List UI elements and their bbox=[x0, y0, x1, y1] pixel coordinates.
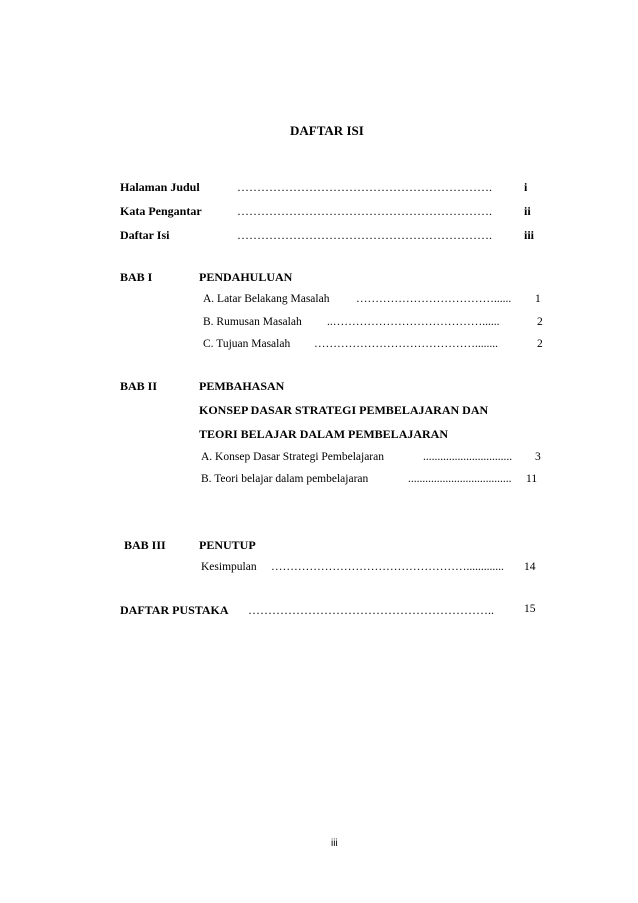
chapter-heading-bab-2: PEMBAHASAN bbox=[199, 379, 285, 393]
toc-leader-dots: ............................... bbox=[423, 451, 513, 463]
toc-page-number: 14 bbox=[524, 561, 536, 573]
toc-label-halaman-judul: Halaman Judul bbox=[120, 180, 200, 194]
toc-page-number: 11 bbox=[526, 473, 538, 485]
toc-label-kata-pengantar: Kata Pengantar bbox=[120, 204, 202, 218]
toc-page-number: 1 bbox=[535, 293, 541, 305]
toc-item-text: B. Teori belajar dalam pembelajaran bbox=[201, 473, 369, 485]
chapter-heading-bab-1: PENDAHULUAN bbox=[199, 270, 293, 284]
toc-leader-dots: ……………………………………........ bbox=[314, 338, 498, 350]
chapter-label-bab-1: BAB I bbox=[120, 270, 153, 284]
page-title: DAFTAR ISI bbox=[290, 123, 364, 138]
toc-page-number: 2 bbox=[537, 338, 543, 350]
toc-item-text: A. Latar Belakang Masalah bbox=[203, 293, 330, 305]
toc-leader-dots: ………………………………...... bbox=[356, 293, 512, 305]
toc-page-number: ii bbox=[524, 204, 531, 218]
toc-leader-dots: ..…………………………………...... bbox=[327, 316, 500, 328]
toc-label-daftar-isi: Daftar Isi bbox=[120, 228, 170, 242]
chapter-subheading-line-1: KONSEP DASAR STRATEGI PEMBELAJARAN DAN bbox=[199, 403, 489, 417]
toc-leader-dots: ………………………………………………………. bbox=[237, 228, 492, 242]
toc-page-number: iii bbox=[524, 228, 535, 242]
toc-label-daftar-pustaka: DAFTAR PUSTAKA bbox=[120, 603, 229, 617]
toc-item-text: B. Rumusan Masalah bbox=[203, 316, 302, 328]
toc-leader-dots: .................................... bbox=[408, 473, 512, 485]
toc-item-text: A. Konsep Dasar Strategi Pembelajaran bbox=[201, 451, 384, 463]
chapter-label-bab-2: BAB II bbox=[120, 379, 158, 393]
toc-item-text: Kesimpulan bbox=[201, 561, 257, 573]
footer-page-number: iii bbox=[331, 838, 338, 849]
chapter-subheading-line-2: TEORI BELAJAR DALAM PEMBELAJARAN bbox=[199, 427, 449, 441]
toc-leader-dots: ……………………………………………............. bbox=[271, 561, 504, 573]
toc-page-number: 3 bbox=[535, 451, 541, 463]
toc-page-number: i bbox=[524, 180, 528, 194]
chapter-label-bab-3: BAB III bbox=[124, 538, 166, 552]
toc-leader-dots: ………………………………………………………. bbox=[237, 180, 492, 194]
toc-leader-dots: ………………………………………………………. bbox=[237, 204, 492, 218]
toc-page-number: 2 bbox=[537, 316, 543, 328]
chapter-heading-bab-3: PENUTUP bbox=[199, 538, 256, 552]
toc-leader-dots: …………………………………………………….. bbox=[248, 603, 494, 617]
toc-page-number: 15 bbox=[524, 603, 536, 615]
toc-item-text: C. Tujuan Masalah bbox=[203, 338, 291, 350]
